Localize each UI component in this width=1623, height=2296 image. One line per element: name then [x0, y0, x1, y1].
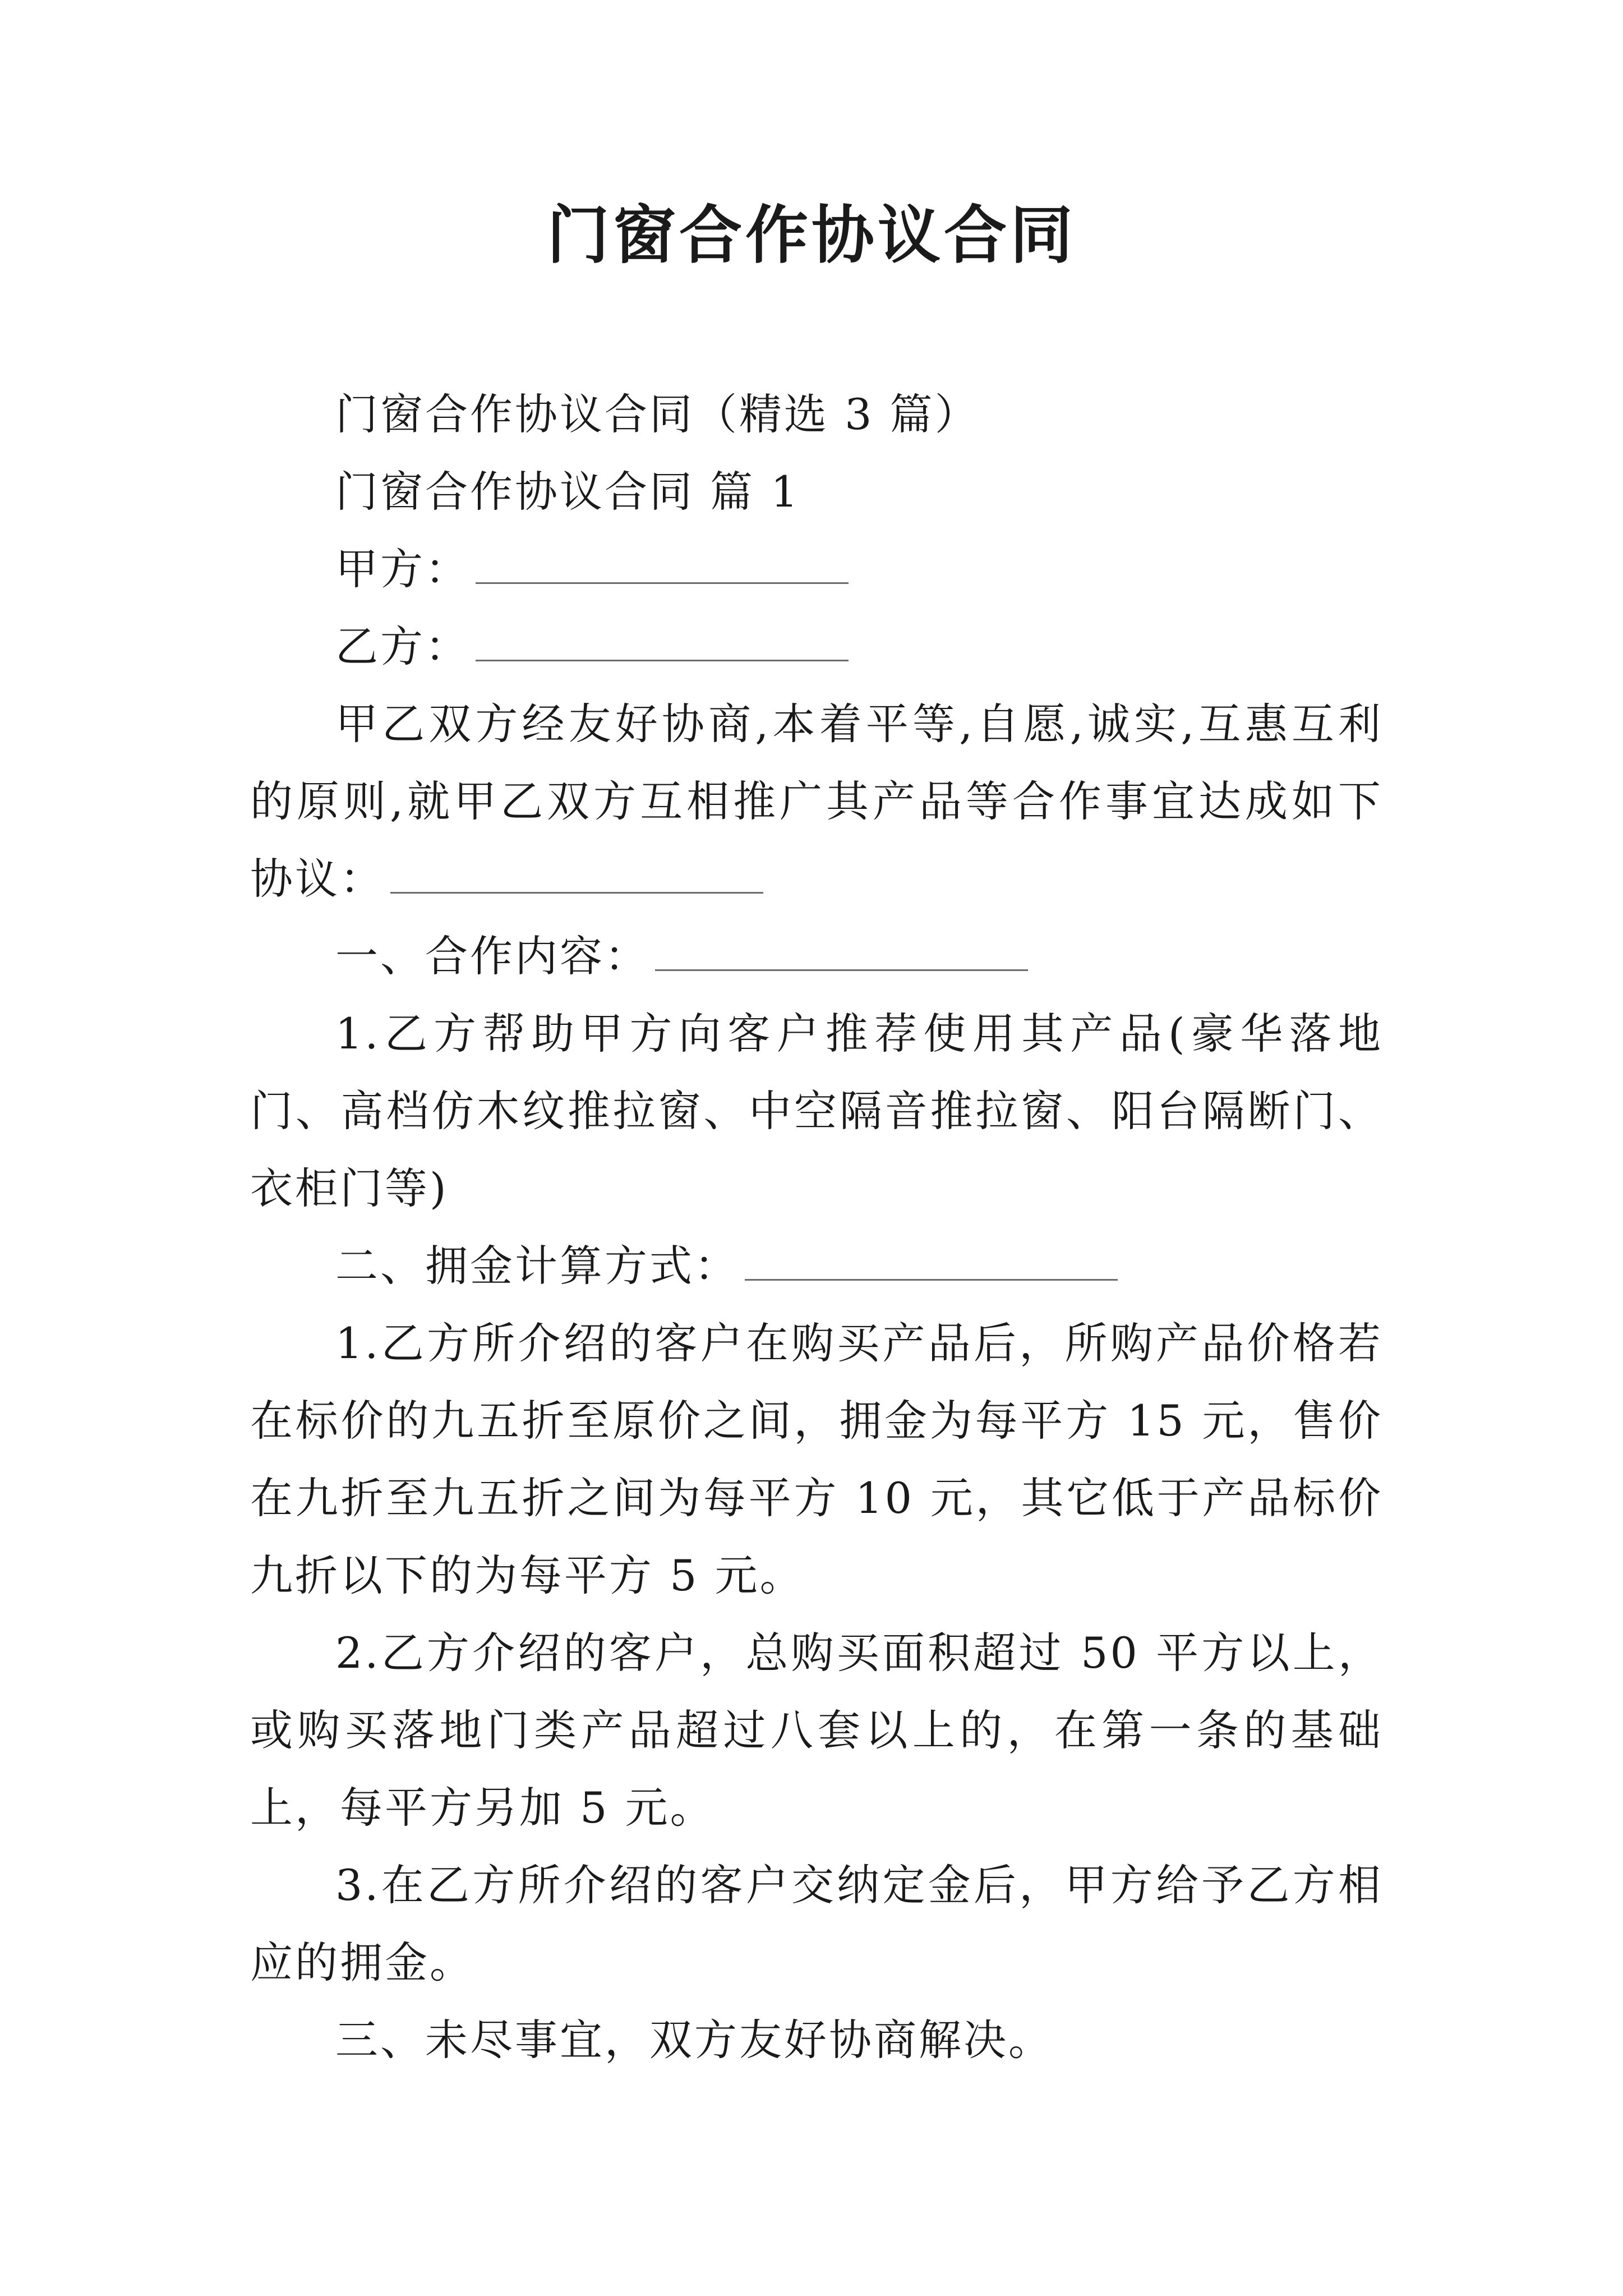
clause2-item1: 1.乙方所介绍的客户在购买产品后，所购产品价格若在标价的九五折至原价之间，拥金为每平方 15 元，售价在九折至九五折之间为每平方 10 元，其它低于产品标价九折以下的为每平方 5 元。 [250, 1318, 1383, 1600]
clause1-blank [655, 936, 1028, 971]
party-b-label: 乙方： [335, 622, 470, 671]
party-a-label: 甲方： [335, 544, 470, 594]
clause3: 三、未尽事宜，双方友好协商解决。 [335, 2015, 1053, 2065]
party-b-blank [476, 626, 849, 661]
clause2-item2: 2.乙方介绍的客户，总购买面积超过 50 平方以上，或购买落地门类产品超过八套以上的，在第一条的基础上，每平方另加 5 元。 [250, 1628, 1383, 1833]
party-a-blank [476, 549, 849, 584]
party-b-line [250, 608, 1383, 685]
clause1-heading-line [250, 918, 1383, 995]
document-body [250, 376, 1383, 2079]
clause2-blank [745, 1245, 1118, 1281]
intro-paragraph [250, 685, 1383, 918]
subtitle: 门窗合作协议合同（精选 3 篇） [335, 389, 980, 439]
intro-text: 甲乙双方经友好协商,本着平等,自愿,诚实,互惠互利的原则,就甲乙双方互相推广其产品等合作事宜达成如下协议： [250, 699, 1383, 904]
document-title: 门窗合作协议合同 [547, 199, 1076, 272]
party-a-line [250, 531, 1383, 608]
clause2-heading: 二、拥金计算方式： [335, 1241, 739, 1291]
clause2-item3: 3.在乙方所介绍的客户交纳定金后，甲方给予乙方相应的拥金。 [250, 1860, 1383, 1987]
clause2-heading-line [250, 1227, 1383, 1305]
section-heading: 门窗合作协议合同 篇 1 [335, 467, 800, 517]
clause1-item1: 1.乙方帮助甲方向客户推荐使用其产品(豪华落地门、高档仿木纹推拉窗、中空隔音推拉窗、阳台隔断门、衣柜门等) [250, 1009, 1383, 1213]
intro-blank [390, 858, 763, 894]
clause1-heading: 一、合作内容： [335, 931, 649, 981]
